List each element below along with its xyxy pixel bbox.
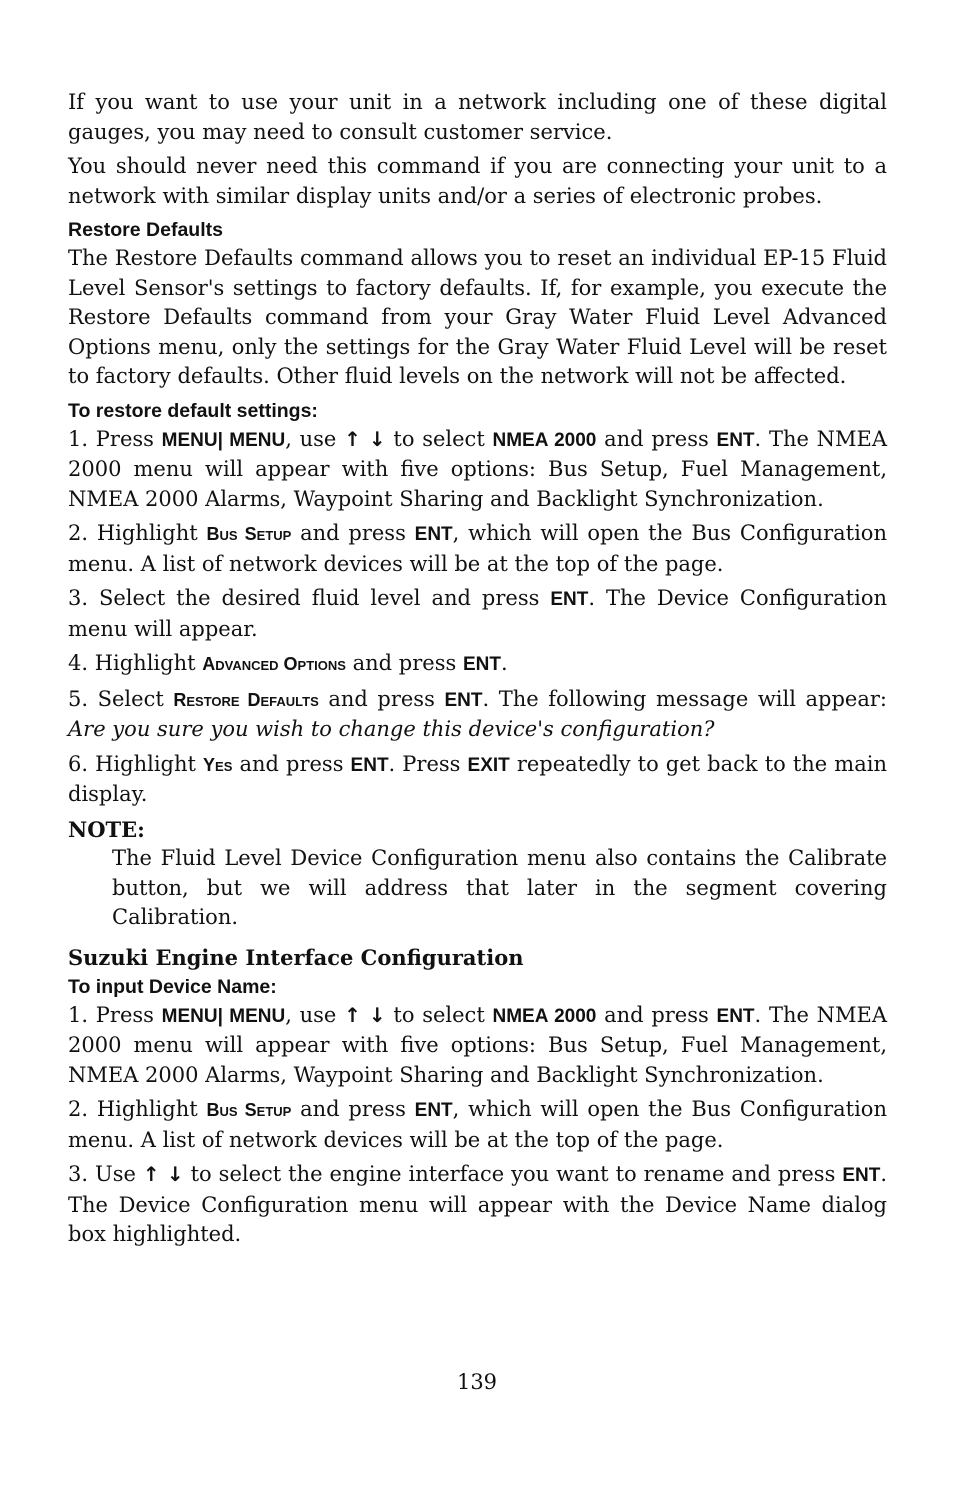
key-ent: ENT — [414, 1100, 453, 1121]
text: and press — [596, 1002, 717, 1027]
key-ent: ENT — [462, 654, 501, 675]
text: . The following message will appear: — [482, 686, 887, 711]
key-nmea-2000: NMEA 2000 — [492, 429, 597, 451]
key-menu-menu: MENU| MENU — [161, 1005, 286, 1027]
text: , use — [285, 426, 345, 451]
text: . The Device Configuration menu will appear with the Device Name dialog box highlighted. — [68, 1162, 888, 1246]
restore-step-3 — [68, 584, 887, 644]
text: and press — [345, 651, 463, 675]
menu-advanced-options: Advanced Options — [202, 654, 346, 674]
paragraph-network-digital-gauges: If you want to use your unit in a network including one of these digital gauges, you may need to consult customer service. — [68, 90, 887, 144]
text: 5. Select — [68, 686, 174, 711]
text: 4. Highlight — [68, 651, 203, 675]
suzuki-step-3 — [68, 1160, 887, 1250]
page-number: 139 — [456, 1370, 498, 1394]
key-ent: ENT — [550, 589, 589, 610]
suzuki-step-1 — [68, 1001, 887, 1091]
text: to select — [385, 1002, 493, 1027]
up-down-arrow-icon: ↑ ↓ — [142, 1162, 184, 1186]
menu-bus-setup: Bus Setup — [206, 524, 292, 544]
text: 1. Press — [68, 1002, 162, 1027]
restore-step-4 — [68, 649, 887, 680]
text: 3. Use — [68, 1162, 143, 1186]
manual-page-body — [68, 88, 887, 1255]
text: , which will open the Bus Configuration menu. A list of network devices will be at the top of the page. — [68, 1097, 887, 1152]
key-ent: ENT — [716, 1005, 755, 1027]
confirm-message: Are you sure you wish to change this device's configuration? — [68, 717, 715, 741]
key-ent: ENT — [414, 524, 453, 545]
note-text: The Fluid Level Device Configuration menu also contains the Calibrate button, but we will address that later in the segment covering Calibration. — [112, 846, 887, 929]
heading-suzuki-engine-interface: Suzuki Engine Interface Configuration — [68, 944, 524, 970]
key-ent: ENT — [842, 1165, 881, 1186]
text: to select — [385, 426, 493, 451]
text: . Press — [388, 751, 468, 776]
text: 3. Select the desired fluid level and press — [68, 586, 551, 610]
key-nmea-2000: NMEA 2000 — [492, 1005, 597, 1027]
up-down-arrow-icon: ↑ ↓ — [344, 1002, 386, 1027]
text: and press — [291, 1097, 415, 1121]
key-ent: ENT — [350, 754, 389, 776]
text: . — [500, 651, 508, 675]
text: and press — [291, 521, 415, 545]
text: . The Device Configuration menu will appear. — [68, 586, 887, 641]
key-exit: EXIT — [467, 754, 510, 776]
restore-step-6 — [68, 750, 887, 810]
paragraph-restore-defaults: The Restore Defaults command allows you to reset an individual EP-15 Fluid Level Sensor's settings to factory defaults. If, for example, you execute the Restore Defaults command from your Gray Water Fluid Level Advanced Options menu, only the settings for the Gray Water Fluid Level will be reset to factory defaults. Other fluid levels on the network will not be affected. — [68, 246, 887, 388]
text: , which will open the Bus Configuration menu. A list of network devices will be at the top of the page. — [68, 521, 887, 576]
restore-step-2 — [68, 519, 887, 579]
menu-bus-setup: Bus Setup — [206, 1100, 292, 1120]
restore-step-5 — [68, 685, 887, 745]
suzuki-step-2 — [68, 1095, 887, 1155]
note-label: NOTE: — [68, 816, 145, 842]
key-ent: ENT — [444, 689, 483, 711]
text: and press — [596, 426, 717, 451]
text: 6. Highlight — [68, 751, 204, 776]
text: repeatedly to get back to the main display. — [68, 751, 887, 806]
restore-step-1 — [68, 425, 887, 515]
text: . The NMEA 2000 menu will appear with five options: Bus Setup, Fuel Management, NMEA 2000 Alarms, Waypoint Sharing and Backlight Synchronization. — [68, 426, 888, 511]
text: , use — [285, 1002, 345, 1027]
text: . The NMEA 2000 menu will appear with five options: Bus Setup, Fuel Management, NMEA 2000 Alarms, Waypoint Sharing and Backlight Synchronization. — [68, 1002, 888, 1087]
text: to select the engine interface you want to rename and press — [183, 1162, 843, 1186]
text: 2. Highlight — [68, 521, 207, 545]
heading-restore-defaults: Restore Defaults — [68, 219, 223, 241]
text: 1. Press — [68, 426, 162, 451]
key-menu-menu: MENU| MENU — [161, 429, 286, 451]
menu-yes: Yes — [203, 754, 233, 775]
menu-restore-defaults: Restore Defaults — [173, 689, 319, 710]
text: 2. Highlight — [68, 1097, 207, 1121]
key-ent: ENT — [716, 429, 755, 451]
heading-input-device-name: To input Device Name: — [68, 975, 277, 998]
up-down-arrow-icon: ↑ ↓ — [344, 426, 386, 451]
text: and press — [232, 751, 351, 776]
heading-to-restore-default-settings: To restore default settings: — [68, 399, 318, 422]
paragraph-never-need-command: You should never need this command if you are connecting your unit to a network with similar display units and/or a series of electronic probes. — [68, 154, 887, 208]
text: and press — [318, 686, 445, 711]
